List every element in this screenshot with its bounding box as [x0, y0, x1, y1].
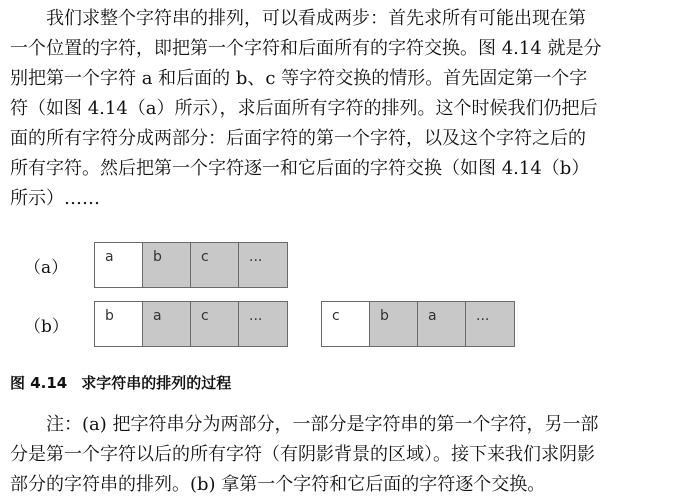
row-b2-cell-first: c [322, 302, 370, 346]
row-b2-cell: b [370, 302, 418, 346]
row-b1-cell: a [143, 302, 191, 346]
figure-number: 图 4.14 [10, 374, 68, 392]
row-b-label: （b） [24, 317, 69, 337]
intro-line: 所示）…… [10, 188, 100, 209]
note-line: 注：(a) 把字符串分为两部分，一部分是字符串的第一个字符，另一部 [46, 414, 599, 435]
row-a-label: （a） [24, 258, 69, 278]
row-b-box-group-1 [94, 301, 288, 347]
figure-caption-text: 求字符串的排列的过程 [81, 374, 232, 392]
row-a-box-group [94, 242, 288, 288]
figure-row-b [10, 301, 550, 345]
intro-paragraph [10, 4, 680, 214]
row-b2-cell: a [418, 302, 466, 346]
note-paragraph [10, 410, 680, 500]
figure-row-a [10, 242, 310, 286]
row-b1-cell: ... [239, 302, 287, 346]
intro-line: 一个位置的字符，即把第一个字符和后面所有的字符交换。图 4.14 就是分 [10, 38, 602, 59]
note-line: 分是第一个字符以后的所有字符（有阴影背景的区域）。接下来我们求阴影 [10, 444, 595, 465]
intro-line: 所有字符。然后把第一个字符逐一和它后面的字符交换（如图 4.14（b） [10, 158, 590, 179]
intro-line: 别把第一个字符 a 和后面的 b、c 等字符交换的情形。首先固定第一个字 [10, 68, 588, 89]
row-a-cell: b [143, 243, 191, 287]
figure-caption [10, 372, 231, 393]
row-b2-cell: ... [466, 302, 514, 346]
row-a-cell-first: a [95, 243, 143, 287]
row-b1-cell: c [191, 302, 239, 346]
row-a-cell: ... [239, 243, 287, 287]
intro-line: 我们求整个字符串的排列，可以看成两步：首先求所有可能出现在第 [46, 8, 586, 29]
row-a-cell: c [191, 243, 239, 287]
intro-line: 符（如图 4.14（a）所示），求后面所有字符的排列。这个时候我们仍把后 [10, 98, 598, 119]
intro-line: 面的所有字符分成两部分：后面字符的第一个字符，以及这个字符之后的 [10, 128, 586, 149]
row-b1-cell-first: b [95, 302, 143, 346]
row-b-box-group-2 [321, 301, 515, 347]
note-line: 部分的字符串的排列。(b) 拿第一个字符和它后面的字符逐个交换。 [10, 474, 546, 495]
